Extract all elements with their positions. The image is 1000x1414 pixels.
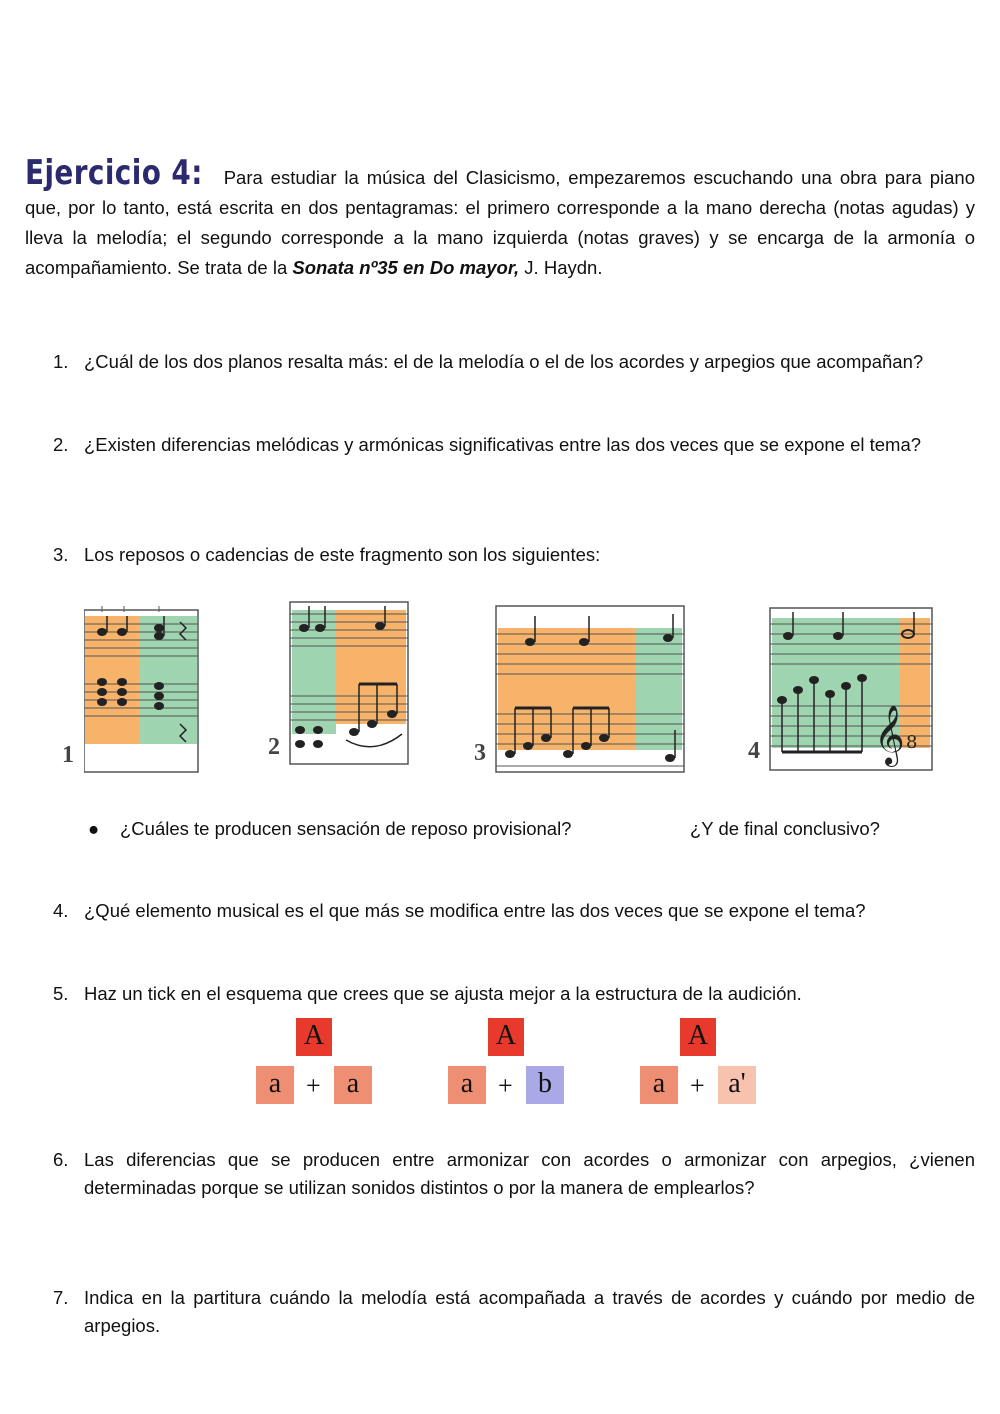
scheme-plus: + [690, 1071, 705, 1100]
question-6 [53, 1146, 975, 1202]
figure-number: 3 [474, 740, 486, 766]
scheme-plus: + [306, 1071, 321, 1100]
scheme-top-box: A [488, 1018, 524, 1056]
figure-number: 4 [748, 738, 760, 764]
question-2 [53, 431, 975, 459]
scheme-top-box: A [296, 1018, 332, 1056]
scheme-left-box: a [640, 1066, 678, 1104]
question-text: ¿Cuál de los dos planos resalta más: el de la melodía o el de los acordes y arpegios que acompañan? [84, 351, 924, 372]
question-text: ¿Qué elemento musical es el que más se modifica entre las dos veces que se expone el tema? [84, 900, 866, 921]
figure-number: 2 [268, 734, 280, 760]
cadence-figure-2 [288, 600, 410, 768]
svg-text:𝄞: 𝄞 [874, 705, 905, 765]
cadence-figure-1 [84, 606, 202, 774]
question-number: 2. [53, 434, 69, 455]
question-text: Haz un tick en el esquema que crees que se ajusta mejor a la estructura de la audición. [84, 983, 802, 1004]
question-1 [53, 348, 975, 376]
bullet-question-conclusive: ¿Y de final conclusivo? [690, 818, 880, 839]
scheme-left-box: a [448, 1066, 486, 1104]
intro-paragraph [25, 153, 975, 283]
intro-text-after: J. Haydn. [519, 257, 603, 278]
scheme-plus: + [498, 1071, 513, 1100]
question-number: 4. [53, 900, 69, 921]
scheme-left-box: a [256, 1066, 294, 1104]
question-number: 6. [53, 1149, 69, 1170]
question-text: Los reposos o cadencias de este fragmento son los siguientes: [84, 544, 601, 565]
bullet-question-provisional: ¿Cuáles te producen sensación de reposo provisional? [120, 818, 572, 839]
question-number: 5. [53, 983, 69, 1004]
question-4 [53, 897, 975, 925]
intro-text-before: Para estudiar la música del Clasicismo, empezaremos escuchando una obra para piano que, por lo tanto, está escrita en dos pentagramas: el primero corresponde a la mano derecha (notas agudas) y lleva la melodía; el segundo corresponde a la mano izquierda (notas graves) y se encarga de la armonía o acompañamiento. Se trata de la [25, 167, 975, 278]
sonata-title: Sonata nº35 en Do mayor, [292, 257, 520, 278]
cadence-figure-3 [494, 604, 686, 774]
scheme-right-box: b [526, 1066, 564, 1104]
exercise-title: Ejercicio 4: [25, 153, 203, 193]
scheme-top-box: A [680, 1018, 716, 1056]
question-7 [53, 1284, 975, 1340]
question-text: ¿Existen diferencias melódicas y armónicas significativas entre las dos veces que se expone el tema? [84, 434, 922, 455]
scheme-right-box: a' [718, 1066, 756, 1104]
question-text: Las diferencias que se producen entre armonizar con acordes o armonizar con arpegios, ¿vienen determinadas porque se utilizan sonidos distintos o por la manera de emplearlos? [84, 1149, 975, 1198]
cadence-figure-4 [768, 604, 936, 774]
question-3 [53, 541, 975, 569]
question-5 [53, 980, 975, 1008]
question-number: 1. [53, 351, 69, 372]
question-text: Indica en la partitura cuándo la melodía está acompañada a través de acordes y cuándo por medio de arpegios. [84, 1287, 975, 1336]
svg-text:8: 8 [906, 732, 918, 753]
scheme-right-box: a [334, 1066, 372, 1104]
figure-number: 1 [62, 742, 74, 768]
question-number: 3. [53, 544, 69, 565]
question-number: 7. [53, 1287, 69, 1308]
bullet-dot: ● [88, 818, 100, 839]
